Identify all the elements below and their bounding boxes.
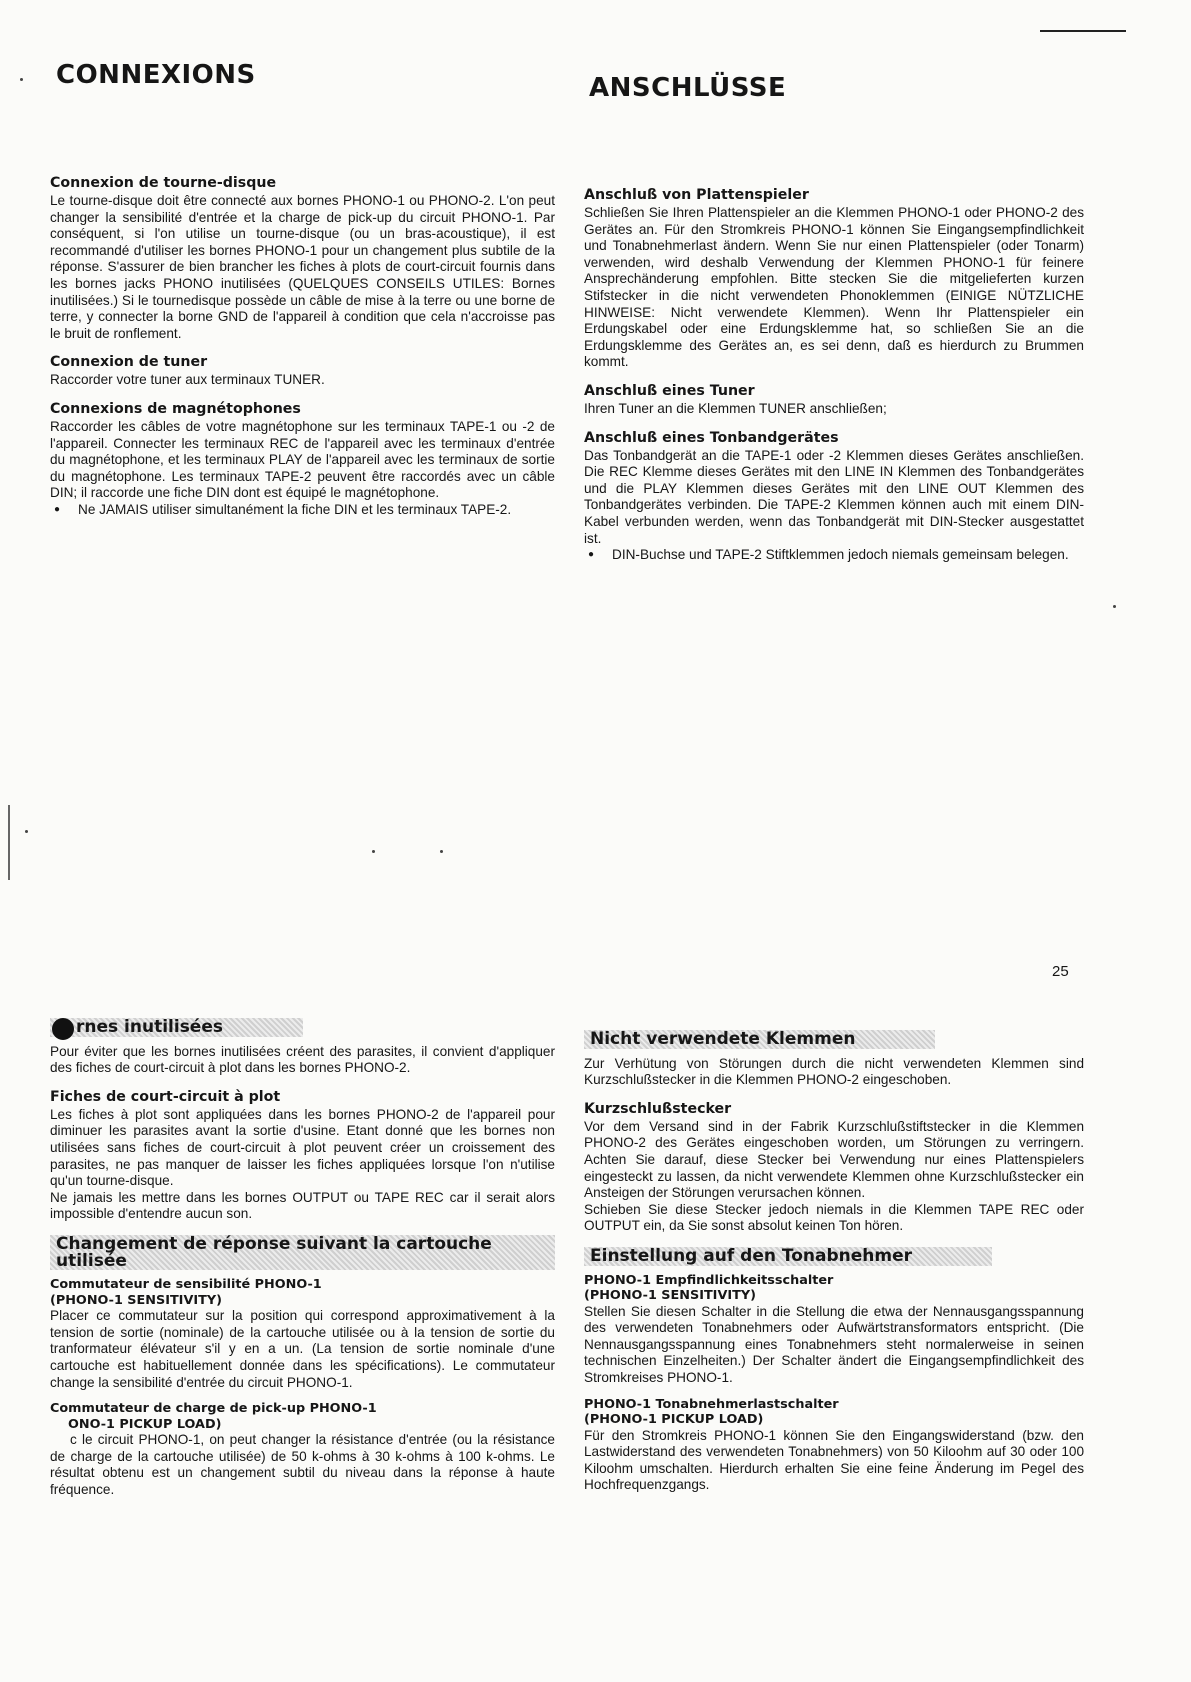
ink-blot	[52, 1018, 74, 1040]
de-turntable-section	[584, 187, 1084, 371]
de-response-section	[584, 1247, 1084, 1494]
section-text: Pour éviter que les bornes inutilisées créent des parasites, il convient d'appliquer des fiches de court-circuit à plot dans les bornes PHONO-2.	[50, 1043, 555, 1076]
warning-list	[584, 547, 1084, 564]
warning-item: ● Ne JAMAIS utiliser simultanément la fiche DIN et les terminaux TAPE-2.	[78, 502, 555, 519]
fr-unused-section	[50, 1018, 555, 1077]
de-tape-section	[584, 430, 1084, 564]
section-band-title	[50, 1235, 555, 1270]
band-title-text: Einstellung auf den Tonabnehmer	[590, 1245, 912, 1266]
subsection-heading: Commutateur de sensibilité PHONO-1	[50, 1277, 322, 1293]
section-heading: Connexion de tourne-disque	[50, 175, 277, 191]
section-text: Vor dem Versand sind in der Fabrik Kurzschlußstiftstecker in die Klemmen PHONO-2 des Gerätes eingeschoben worden, um Störungen zu verringern. Achten Sie darauf, diese Stecker bei Verwendung nur eines Plattenspielers eingesteckt zu lassen, da nicht verwendete Klemmen ohne Kurzschlußstecker ein Ansteigen der Störungen verursachen können.	[584, 1118, 1084, 1201]
section-band-title	[584, 1030, 935, 1049]
scan-speck	[440, 850, 443, 853]
section-text: Stellen Sie diesen Schalter in die Stellung die etwa der Nennausgangsspannung des verwendeten Tonabnehmers oder Aufwärtstransformators entspricht. (Die Nennausgangsspannung eines Tonabnehmers steht normalerweise in seinen technischen Einzelheiten.) Der Schalter ändert die Eingangsempfindlichkeit des Stromkreises PHONO-1.	[584, 1303, 1084, 1385]
de-top-column	[584, 187, 1084, 576]
fr-tuner-section	[50, 354, 555, 389]
subsection-subheading: (PHONO-1 SENSITIVITY)	[50, 1292, 222, 1308]
section-text: Placer ce commutateur sur la position qui correspond approximativement à la tension de sortie (nominale) de la cartouche utilisée ou à la tension de sortie du tranformateur élévateur s'il y en a un. (La tension de sortie nominale d'une cartouche est habituellement donnée dans les spécifications). Le commutateur change la sensibilité d'entrée du circuit PHONO-1.	[50, 1308, 555, 1390]
section-band-title	[50, 1018, 303, 1037]
warning-list	[50, 502, 555, 519]
subsection-subheading: ONO-1 PICKUP LOAD)	[68, 1416, 222, 1432]
scan-speck	[25, 830, 28, 833]
section-heading: Anschluß von Plattenspieler	[584, 187, 809, 203]
fr-turntable-section	[50, 175, 555, 342]
de-plugs-section	[584, 1101, 1084, 1235]
section-text-2: Schieben Sie diese Stecker jedoch niemals in die Klemmen TAPE REC oder OUTPUT ein, da Sie sonst absolut keinen Ton hören.	[584, 1201, 1084, 1234]
scan-speck	[20, 78, 23, 81]
section-band-title	[584, 1247, 992, 1266]
section-heading: Anschluß eines Tonbandgerätes	[584, 429, 839, 446]
subsection-subheading: (PHONO-1 PICKUP LOAD)	[584, 1412, 764, 1427]
section-text: Le tourne-disque doit être connecté aux bornes PHONO-1 ou PHONO-2. L'on peut changer la sensibilité d'entrée et la charge de pick-up du circuit PHONO-1. Par conséquent, si l'on utilise un tourne-disque (ou un bras-acoustique), il est recommandé d'utiliser les bornes PHONO-1 pour un changement plus subtile de la réponse. S'assurer de bien brancher les fiches à plots de court-circuit fournis dans les bornes jacks PHONO inutilisées (QUELQUES CONSEILS UTILES: Bornes inutilisées.) Si le tournedisque possède un câble de mise à la terre ou une borne de terre, y connecter la borne GND de l'appareil à condition que cela n'accroisse pas le bruit de ronflement.	[50, 193, 555, 341]
section-text: Das Tonbandgerät an die TAPE-1 oder -2 Klemmen dieses Gerätes anschließen. Die REC Klemme dieses Gerätes mit den LINE IN Klemmen des Tonbandgerätes und die PLAY Klemmen dieses Gerätes mit den LINE OUT Klemmen des Tonbandgerätes verbinden. Die TAPE-2 Klemmen können auch mit einem DIN-Kabel verbunden werden, wenn das Tonbandgerät mit DIN-Stecker ausgestattet ist.	[584, 447, 1084, 546]
fr-top-column	[50, 175, 555, 531]
page-title-fr: CONNEXIONS	[56, 60, 256, 90]
corner-rule	[1040, 30, 1126, 32]
fr-response-section	[50, 1235, 555, 1499]
section-heading: Kurzschlußstecker	[584, 1100, 732, 1117]
fr-bottom-column	[50, 1018, 555, 1510]
section-text: Raccorder votre tuner aux terminaux TUNER.	[50, 372, 325, 388]
band-title-text: Changement de réponse suivant la cartouche utilisée	[56, 1233, 492, 1271]
de-unused-section	[584, 1030, 1084, 1089]
section-text-2: Ne jamais les mettre dans les bornes OUTPUT ou TAPE REC car il serait alors impossible d'entendre aucun son.	[50, 1189, 555, 1222]
section-heading: Connexions de magnétophones	[50, 400, 301, 417]
page-title-de: ANSCHLÜSSE	[589, 73, 787, 103]
subsection-heading: PHONO-1 Empfindlichkeitsschalter	[584, 1272, 834, 1288]
subsection-subheading: (PHONO-1 SENSITIVITY)	[584, 1288, 756, 1304]
section-text: c le circuit PHONO-1, on peut changer la résistance d'entrée (ou la résistance de charge de la cartouche utilisée) de 50 k-ohms à 30 k-ohms à 100 k-ohms. Le résultat obtenu est un changement subtil du niveau dans la réponse à haute fréquence.	[50, 1432, 555, 1497]
de-bottom-column	[584, 1030, 1084, 1506]
section-heading: Fiches de court-circuit à plot	[50, 1088, 281, 1105]
section-heading: Anschluß eines Tuner	[584, 382, 755, 399]
band-title-text: Nicht verwendete Klemmen	[590, 1029, 856, 1049]
subsection-heading: PHONO-1 Tonabnehmerlastschalter	[584, 1396, 839, 1412]
section-heading: Connexion de tuner	[50, 354, 208, 371]
margin-mark	[8, 805, 10, 880]
scan-speck	[1113, 605, 1116, 608]
fr-tape-section	[50, 401, 555, 519]
de-tuner-section	[584, 383, 1084, 418]
section-text: Raccorder les câbles de votre magnétophone sur les terminaux TAPE-1 ou -2 de l'appareil. Connecter les terminaux REC de l'appareil avec les terminaux d'entrée du magnétophone, et les terminaux PLAY de l'appareil avec les terminaux de sortie du magnétophone. Les terminaux TAPE-2 peuvent être raccordés avec un câble DIN; il raccorde une fiche DIN dont est équipé le magnétophone.	[50, 418, 555, 501]
section-text: Ihren Tuner an die Klemmen TUNER anschließen;	[584, 400, 887, 416]
scan-speck	[372, 850, 375, 853]
section-text: Les fiches à plot sont appliquées dans les bornes PHONO-2 de l'appareil pour diminuer les parasites avant la sortie d'usine. Etant donné que les bornes non utilisées sans fiches de court-circuit à plot peuvent créer un croissement des parasites, ne pas manquer de laisser les fiches appliquées lorsque l'on n'utilise qu'un tourne-disque.	[50, 1106, 555, 1189]
band-title-text: rnes inutilisées	[76, 1017, 223, 1037]
page-number: 25	[1052, 963, 1069, 980]
subsection-heading: Commutateur de charge de pick-up PHONO-1	[50, 1401, 377, 1417]
section-text: Für den Stromkreis PHONO-1 können Sie den Eingangswiderstand (bzw. den Lastwiderstand des verwendeten Tonabnehmers) von 50 Kiloohm auf 30 oder 100 Kiloohm umschalten. Hierdurch erhalten Sie eine feine Änderung im Pegel des Hochfrequenzgangs.	[584, 1427, 1084, 1493]
fr-plugs-section	[50, 1089, 555, 1223]
section-text: Schließen Sie Ihren Plattenspieler an die Klemmen PHONO-1 oder PHONO-2 des Gerätes an. Für den Stromkreis PHONO-1 können Sie Eingangsempfindlichkeit und Tonabnehmerlast ändern. Wenn Sie nur einen Plattenspieler (oder Tonarm) verwenden, wird deshalb Verwendung der Klemmen PHONO-1 für feinere Ansprechänderung empfohlen. Bitte stecken Sie die mitgelieferten kurzen Stifstecker in die nicht verwendeten Phonoklemmen (EINIGE NÜTZLICHE HINWEISE: Nicht verwendete Klemmen). Wenn Ihr Plattenspieler ein Erdungskabel oder eine Erdungsklemme hat, so schließen Sie an die Erdungsklemme des Gerätes an, es sei denn, daß es hierdurch zu Brummen kommt.	[584, 205, 1084, 370]
warning-item: ● DIN-Buchse und TAPE-2 Stiftklemmen jedoch niemals gemeinsam belegen.	[612, 547, 1084, 564]
section-text: Zur Verhütung von Störungen durch die nicht verwendeten Klemmen sind Kurzschlußstecker in die Klemmen PHONO-2 eingeschoben.	[584, 1055, 1084, 1088]
